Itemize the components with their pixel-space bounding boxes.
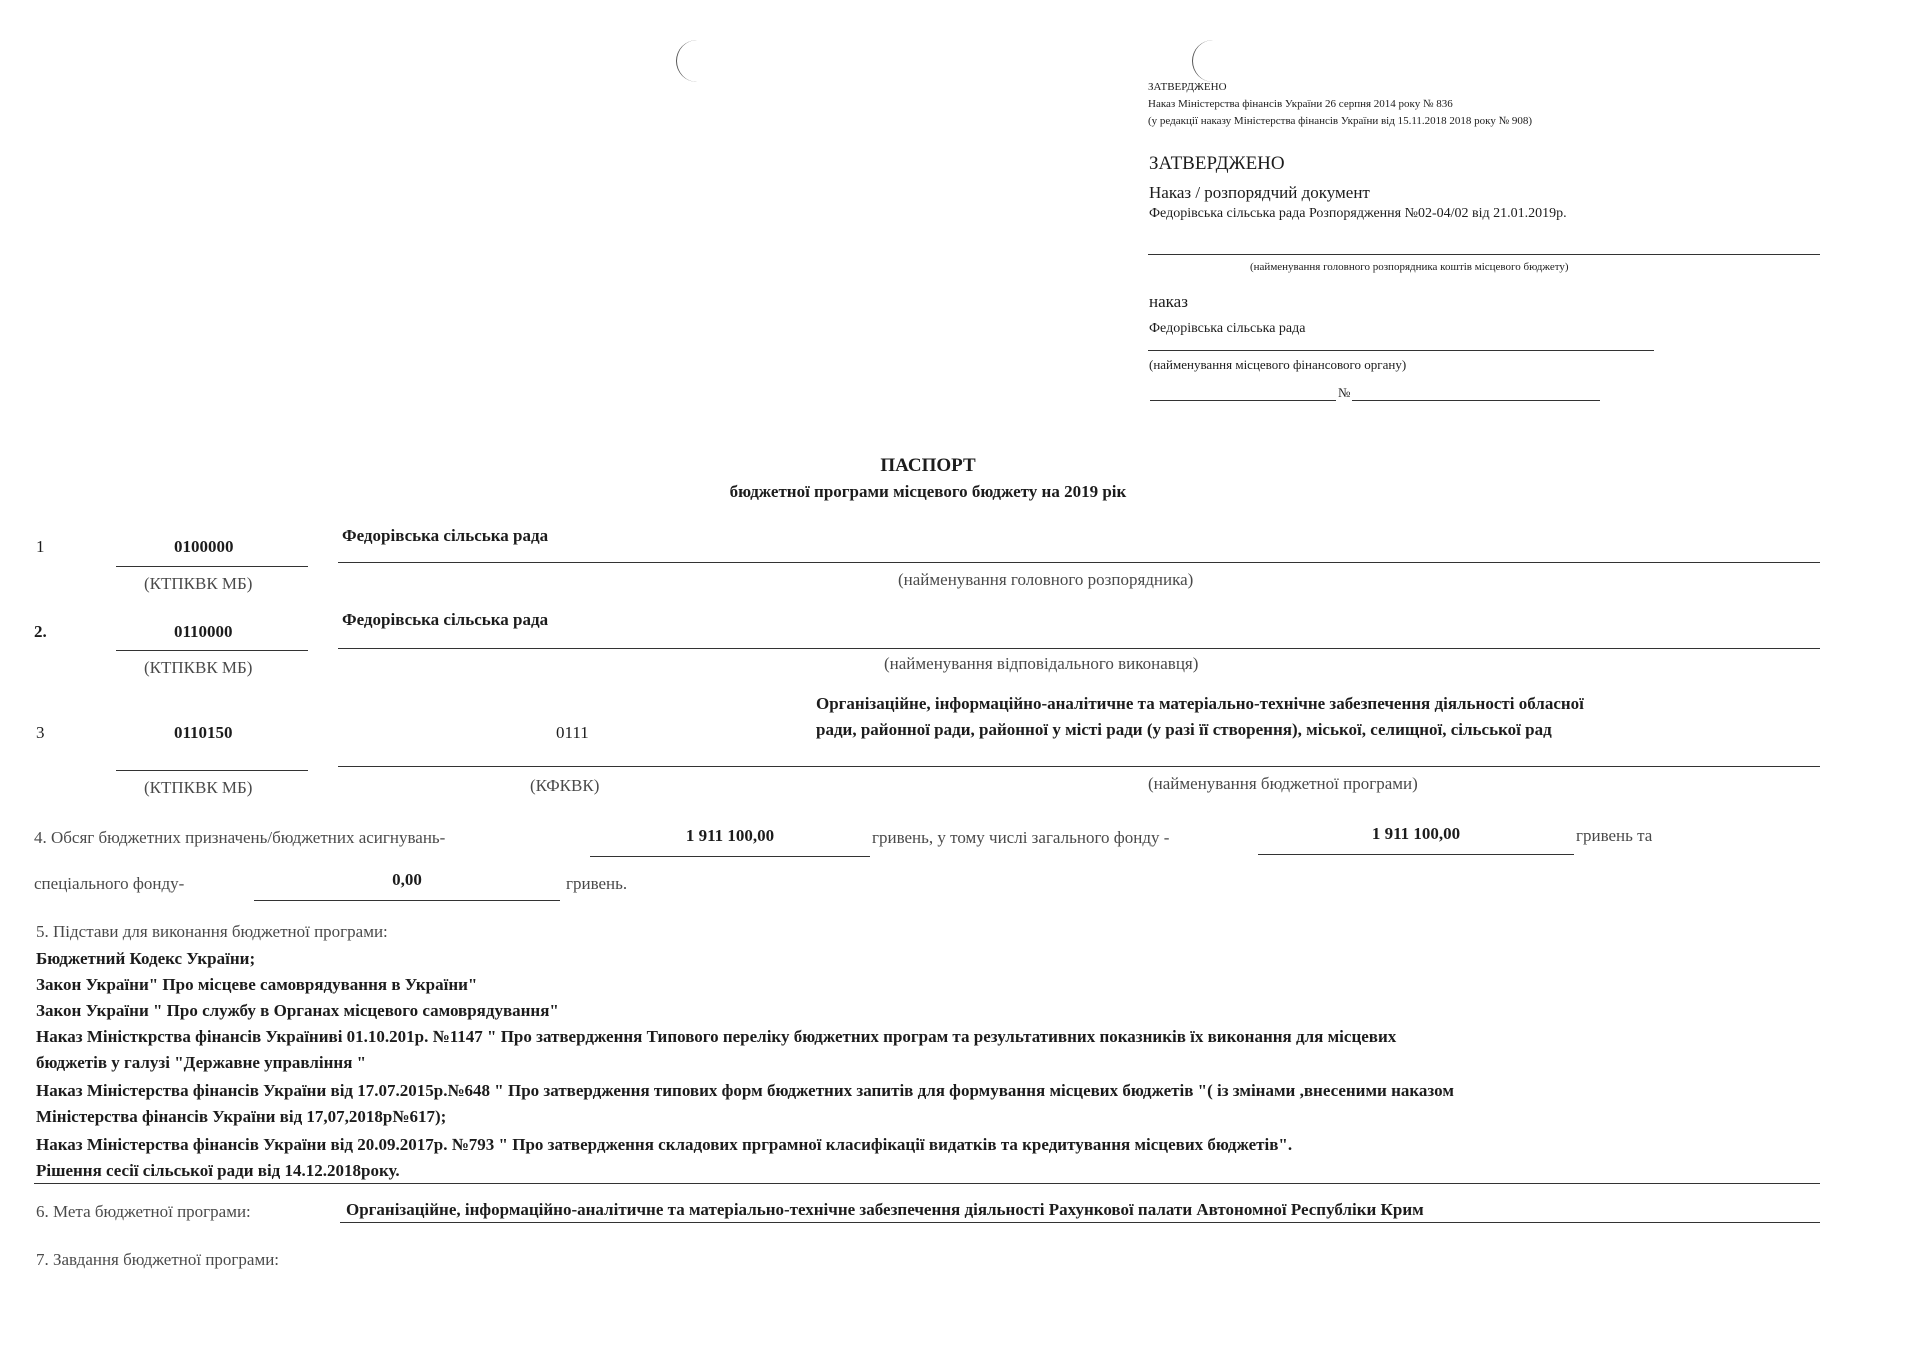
section4-general-rule	[1258, 854, 1574, 855]
punch-mark-left	[676, 40, 697, 82]
row1-name-rule	[338, 562, 1820, 563]
row1-num: 1	[36, 537, 45, 556]
basis-line-5: бюджетів у галузі "Державне управління "	[36, 1053, 367, 1072]
row3-name-rule	[338, 766, 1820, 767]
section4-special-label: спеціального фонду-	[34, 874, 185, 893]
basis-line-7: Міністерства фінансів України від 17,07,2018р№617);	[36, 1107, 447, 1126]
approval-caption-2: (найменування місцевого фінансового органу)	[1149, 357, 1407, 372]
approval-rule-2	[1148, 350, 1654, 351]
basis-line-4: Наказ Міністкрства фінансів Україниві 01.10.201р. №1147 " Про затвердження Типового переліку бюджетних програм та результативних показників їх виконання для місцевих	[36, 1027, 1397, 1046]
approval-org: Федорівська сільська рада	[1149, 321, 1306, 336]
section4-end: гривень та	[1576, 826, 1653, 845]
row2-code: 0110000	[174, 622, 233, 641]
section4-label: 4. Обсяг бюджетних призначень/бюджетних асигнувань-	[34, 828, 446, 847]
basis-line-1: Бюджетний Кодекс України;	[36, 949, 256, 968]
row3-name-caption: (найменування бюджетної програми)	[1148, 774, 1418, 793]
top-approval-title: ЗАТВЕРДЖЕНО	[1148, 81, 1227, 93]
top-approval-line2: (у редакції наказу Міністерства фінансів України від 15.11.2018 2018 року № 908)	[1148, 115, 1533, 127]
row3-name-line2: ради, районної ради, районної у місті ради (у разі її створення), міської, селищної, сільської рад	[816, 720, 1552, 739]
section6-value: Організаційне, інформаційно-аналітичне та матеріально-технічне забезпечення діяльності Рахункової палати Автономної Республіки Крим	[346, 1200, 1424, 1219]
section5-label: 5. Підстави для виконання бюджетної програми:	[36, 922, 388, 941]
row3-name-line1: Організаційне, інформаційно-аналітичне та матеріально-технічне забезпечення діяльності обласної	[816, 694, 1584, 713]
row2-code-rule	[116, 650, 308, 651]
passport-title: ПАСПОРТ	[880, 455, 976, 476]
row1-code-caption: (КТПКВК МБ)	[144, 574, 253, 593]
basis-line-3: Закон України " Про службу в Органах місцевого самоврядування"	[36, 1001, 559, 1020]
section4-total-rule	[590, 856, 870, 857]
row1-code-rule	[116, 566, 308, 567]
section6-rule	[340, 1222, 1820, 1223]
passport-subtitle: бюджетної програми місцевого бюджету на 2019 рік	[729, 482, 1127, 501]
section4-general: 1 911 100,00	[1371, 824, 1461, 843]
row1-name: Федорівська сільська рада	[342, 526, 549, 545]
section4-special-rule	[254, 900, 560, 901]
section4-total: 1 911 100,00	[685, 826, 775, 845]
section5-rule	[34, 1183, 1820, 1184]
row3-code: 0110150	[174, 723, 233, 742]
approval-number-rule-left	[1150, 400, 1336, 401]
approval-number-sign: №	[1338, 385, 1351, 400]
section4-mid: гривень, у тому числі загального фонду -	[872, 828, 1170, 847]
basis-line-8: Наказ Міністерства фінансів України від 20.09.2017р. №793 " Про затвердження складових пргрaмної класифікації видатків та кредитування місцевих бюджетів".	[36, 1135, 1293, 1154]
approval-doc-type: Наказ / розпорядчий документ	[1149, 183, 1370, 202]
top-approval-line1: Наказ Міністерства фінансів України 26 серпня 2014 року № 836	[1148, 98, 1453, 110]
approval-doc-value: Федорівська сільська рада Розпорядження №02-04/02 від 21.01.2019р.	[1149, 206, 1567, 221]
row3-code-rule	[116, 770, 308, 771]
row2-code-caption: (КТПКВК МБ)	[144, 658, 253, 677]
approval-number-rule-right	[1352, 400, 1600, 401]
row2-name-rule	[338, 648, 1820, 649]
section6-label: 6. Мета бюджетної програми:	[36, 1202, 251, 1221]
section4-special-end: гривень.	[566, 874, 628, 893]
approval-nakaz: наказ	[1149, 292, 1188, 311]
row1-code: 0100000	[174, 537, 234, 556]
row3-kfkvk: 0111	[556, 723, 589, 742]
section7-label: 7. Завдання бюджетної програми:	[36, 1250, 280, 1269]
basis-line-6: Наказ Міністерства фінансів України від 17.07.2015р.№648 " Про затвердження типових форм бюджетних запитів для формування місцевих бюджетів "( із змінами ,внесеними наказом	[36, 1081, 1454, 1100]
second-approval-title: ЗАТВЕРДЖЕНО	[1149, 153, 1285, 174]
section4-special: 0,00	[392, 870, 422, 889]
row3-kfkvk-caption: (КФКВК)	[530, 776, 600, 795]
punch-mark-right	[1192, 40, 1213, 82]
approval-caption-1: (найменування головного розпорядника коштів місцевого бюджету)	[1250, 261, 1569, 273]
row3-num: 3	[36, 723, 45, 742]
approval-rule-1	[1148, 254, 1820, 255]
row2-num: 2.	[34, 622, 47, 641]
row2-name-caption: (найменування відповідального виконавця)	[884, 654, 1199, 673]
basis-line-9: Рішення сесії сільської ради від 14.12.2018року.	[36, 1161, 400, 1180]
row3-code-caption: (КТПКВК МБ)	[144, 778, 253, 797]
row1-name-caption: (найменування головного розпорядника)	[898, 570, 1194, 589]
basis-line-2: Закон України" Про місцеве самоврядування в України"	[36, 975, 478, 994]
row2-name: Федорівська сільська рада	[342, 610, 549, 629]
